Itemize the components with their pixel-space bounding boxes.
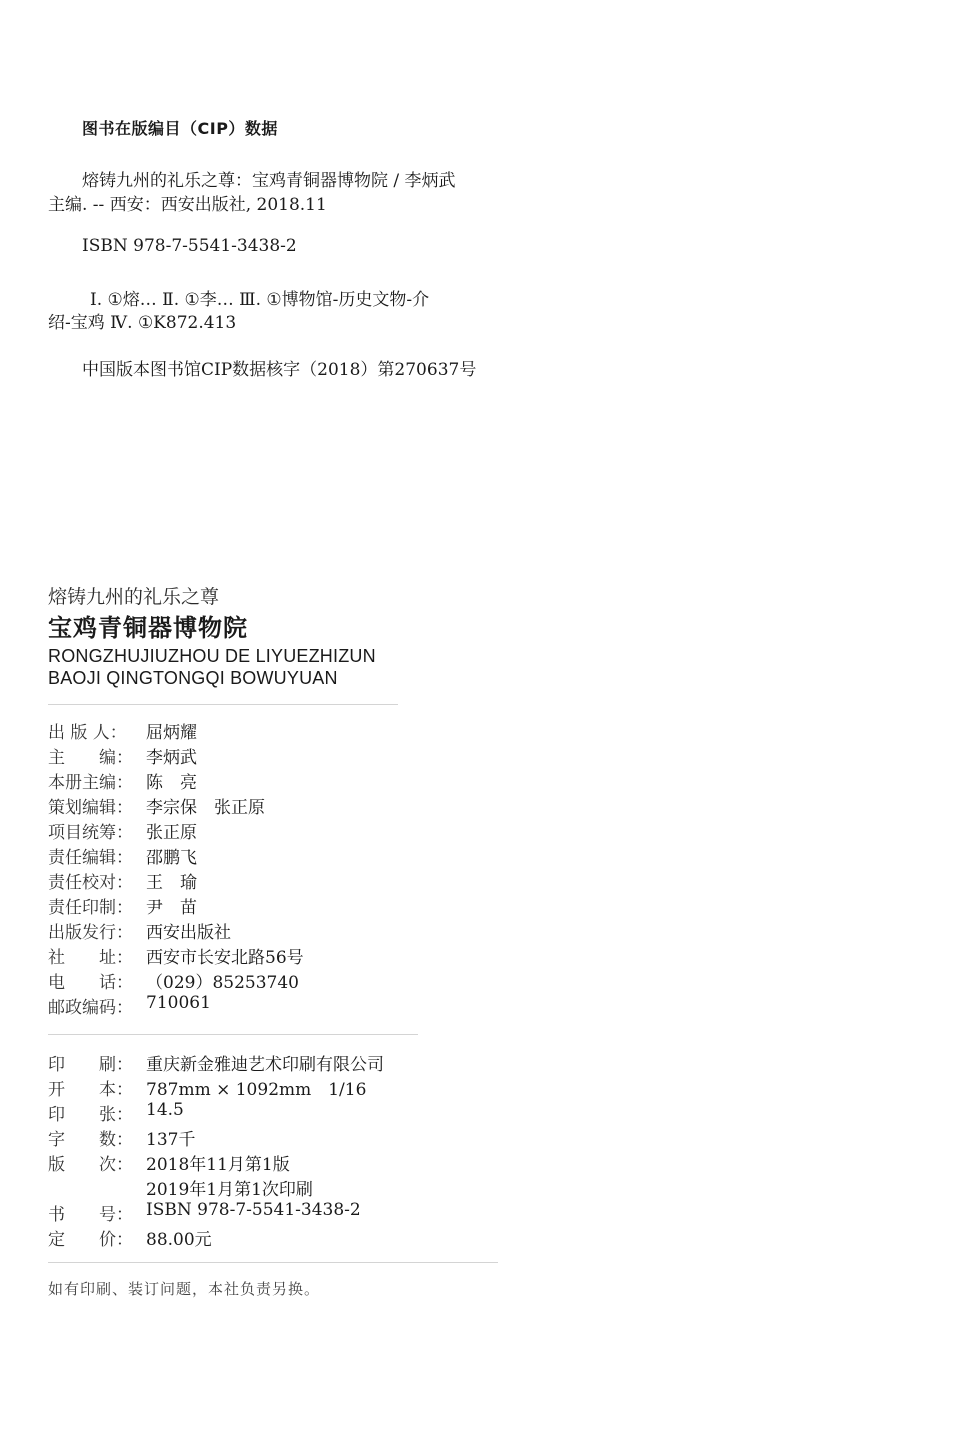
credits-value: 李炳武 bbox=[146, 748, 197, 768]
credits-label: 责任编辑： bbox=[48, 848, 133, 868]
credits-row bbox=[48, 793, 265, 818]
printing-row bbox=[48, 1200, 361, 1225]
printing-row bbox=[48, 1225, 212, 1250]
credits-label: 主 编： bbox=[48, 748, 133, 768]
printing-label: 书 号： bbox=[48, 1205, 133, 1225]
printing-row bbox=[48, 1075, 366, 1100]
printing-label: 版 次： bbox=[48, 1155, 133, 1175]
printing-value: 2019年1月第1次印刷 bbox=[146, 1180, 313, 1200]
credits-row bbox=[48, 768, 197, 793]
credits-row bbox=[48, 893, 197, 918]
cip-isbn: ISBN 978-7-5541-3438-2 bbox=[82, 236, 297, 256]
credits-label: 邮政编码： bbox=[48, 998, 133, 1018]
credits-row bbox=[48, 843, 197, 868]
series-title: 熔铸九州的礼乐之尊 bbox=[48, 586, 220, 608]
credits-value: 陈 亮 bbox=[146, 773, 197, 793]
credits-label: 社 址： bbox=[48, 948, 133, 968]
printing-label bbox=[48, 1175, 146, 1200]
cip-record-number: 中国版本图书馆CIP数据核字（2018）第270637号 bbox=[82, 360, 477, 380]
printing-row bbox=[48, 1050, 384, 1075]
cip-heading: 图书在版编目（CIP）数据 bbox=[82, 119, 278, 138]
cip-classification-line2: 绍-宝鸡 Ⅳ. ①K872.413 bbox=[48, 313, 237, 333]
notice-text: 如有印刷、装订问题，本社负责另换。 bbox=[48, 1280, 321, 1298]
credits-value: 邵鹏飞 bbox=[146, 848, 197, 868]
printing-value: 88.00元 bbox=[146, 1230, 212, 1250]
cip-classification-line1: Ⅰ. ①熔… Ⅱ. ①李… Ⅲ. ①博物馆-历史文物-介 bbox=[90, 290, 430, 310]
credits-value: （029）85253740 bbox=[146, 973, 299, 993]
printing-label: 开 本： bbox=[48, 1080, 133, 1100]
printing-row bbox=[48, 1150, 290, 1175]
credits-label: 出版发行： bbox=[48, 923, 133, 943]
credits-row bbox=[48, 918, 231, 943]
credits-label: 策划编辑： bbox=[48, 798, 133, 818]
credits-row bbox=[48, 718, 197, 743]
printing-label: 印 张： bbox=[48, 1105, 133, 1125]
divider-printing bbox=[48, 1262, 498, 1263]
cip-editor-line: 主编. -- 西安：西安出版社, 2018.11 bbox=[48, 195, 327, 215]
printing-row bbox=[48, 1175, 313, 1200]
credits-row bbox=[48, 868, 197, 893]
credits-value: 710061 bbox=[146, 993, 211, 1013]
book-title: 宝鸡青铜器博物院 bbox=[48, 614, 248, 642]
credits-row bbox=[48, 968, 299, 993]
printing-value: ISBN 978-7-5541-3438-2 bbox=[146, 1200, 361, 1220]
pinyin-book-title: BAOJI QINGTONGQI BOWUYUAN bbox=[48, 668, 338, 688]
divider-credits bbox=[48, 1034, 418, 1035]
credits-label: 责任校对： bbox=[48, 873, 133, 893]
credits-row bbox=[48, 943, 304, 968]
printing-label: 定 价： bbox=[48, 1230, 133, 1250]
printing-row bbox=[48, 1125, 195, 1150]
printing-label: 印 刷： bbox=[48, 1055, 133, 1075]
credits-value: 尹 苗 bbox=[146, 898, 197, 918]
printing-label: 字 数： bbox=[48, 1130, 133, 1150]
credits-label: 项目统筹： bbox=[48, 823, 133, 843]
credits-label: 电 话： bbox=[48, 973, 133, 993]
credits-row bbox=[48, 743, 197, 768]
credits-value: 张正原 bbox=[146, 823, 197, 843]
credits-label: 本册主编： bbox=[48, 773, 133, 793]
credits-value: 西安出版社 bbox=[146, 923, 231, 943]
cip-title-line: 熔铸九州的礼乐之尊：宝鸡青铜器博物院 / 李炳武 bbox=[82, 171, 456, 191]
credits-value: 西安市长安北路56号 bbox=[146, 948, 304, 968]
pinyin-series-title: RONGZHUJIUZHOU DE LIYUEZHIZUN bbox=[48, 646, 376, 666]
printing-value: 14.5 bbox=[146, 1100, 184, 1120]
printing-value: 2018年11月第1版 bbox=[146, 1155, 290, 1175]
printing-value: 重庆新金雅迪艺术印刷有限公司 bbox=[146, 1055, 384, 1075]
printing-value: 787mm × 1092mm 1/16 bbox=[146, 1080, 367, 1100]
divider-title bbox=[48, 704, 398, 705]
printing-value: 137千 bbox=[146, 1130, 196, 1150]
credits-value: 王 瑜 bbox=[146, 873, 197, 893]
credits-label: 责任印制： bbox=[48, 898, 133, 918]
credits-value: 屈炳耀 bbox=[146, 723, 197, 743]
credits-row bbox=[48, 818, 197, 843]
credits-value: 李宗保 张正原 bbox=[146, 798, 265, 818]
credits-label: 出 版 人： bbox=[48, 723, 127, 743]
printing-row bbox=[48, 1100, 184, 1125]
credits-row bbox=[48, 993, 211, 1018]
